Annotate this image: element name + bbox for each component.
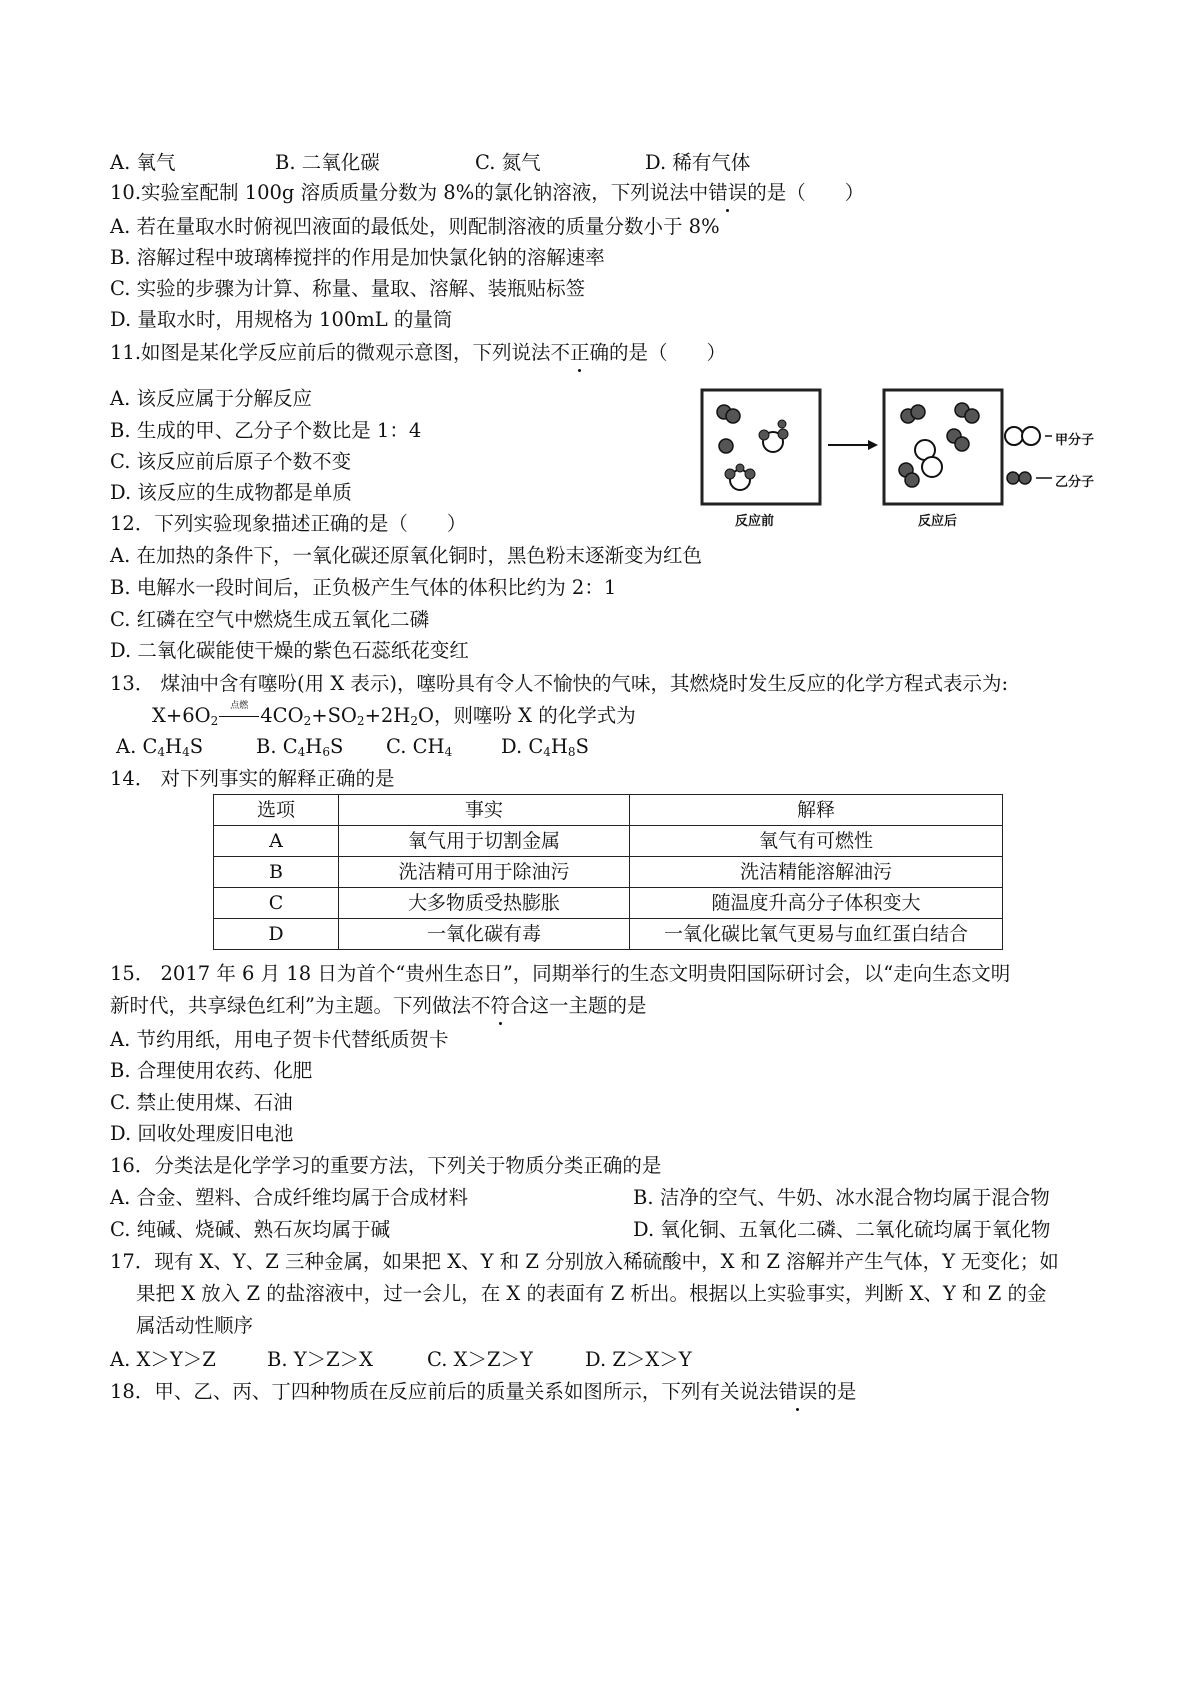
q15-option-c: C. 禁止使用煤、石油 [110,1091,293,1114]
q13-options [116,734,589,765]
q15-option-b: B. 合理使用农药、化肥 [110,1059,313,1082]
q16-option-c: C. 纯碱、烧碱、熟石灰均属于碱 [110,1218,391,1241]
before-box [702,390,820,504]
q9-option-b: B. 二氧化碳 [275,151,380,174]
q13-equation: $X+6O_2$ 点燃 $4CO_2+SO_2+2H_2O$，则噻吩 X 的化学式为 [152,701,636,728]
q15-emphasis: 不符合 [470,994,530,1017]
reaction-diagram [700,388,1130,528]
q13-option-c: C. CH4 [386,735,453,759]
q17-options [110,1347,692,1373]
q17-option-c: C. X＞Z＞Y [427,1348,533,1371]
q11-option-d: D. 该反应的生成物都是单质 [110,481,352,504]
q12-option-b: B. 电解水一段时间后，正负极产生气体的体积比约为 2：1 [110,576,617,599]
table-row: D 一氧化碳有毒 一氧化碳比氧气更易与血红蛋白结合 [214,919,1003,950]
header-explanation: 解释 [630,795,1003,826]
after-label: 反应后 [918,514,958,529]
q14-table [213,794,1003,950]
legend-jia-label: 甲分子 [1055,433,1095,448]
table-row: B 洗洁精可用于除油污 洗洁精能溶解油污 [214,857,1003,888]
q13-option-d: D. C4H8S [501,735,589,759]
q17-option-d: D. Z＞X＞Y [585,1348,692,1371]
table-row: C 大多物质受热膨胀 随温度升高分子体积变大 [214,888,1003,919]
q15-line2: 新时代，共享绿色红利”为主题。下列做法不符合这一主题的是 [110,994,647,1017]
header-option: 选项 [214,795,339,826]
q16-option-d: D. 氧化铜、五氧化二磷、二氧化硫均属于氧化物 [633,1218,1051,1241]
q10-stem: 10.实验室配制 100g 溶质质量分数为 8%的氯化钠溶液，下列说法中错误的是（ ） [110,181,865,204]
q10-option-c: C. 实验的步骤为计算、称量、量取、溶解、装瓶贴标签 [110,277,586,300]
diagram-legend [1005,427,1052,484]
q9-option-a: A. 氧气 [110,151,176,174]
q15-option-d: D. 回收处理废旧电池 [110,1122,294,1145]
q11-stem: 11.如图是某化学反应前后的微观示意图，下列说法不正确的是（ ） [110,341,727,364]
q10-option-d: D. 量取水时，用规格为 100mL 的量筒 [110,308,453,331]
q15-option-a: A. 节约用纸，用电子贺卡代替纸质贺卡 [110,1028,449,1051]
q13-option-a: A. C4H4S [116,735,204,759]
q17-option-a: A. X＞Y＞Z [110,1348,216,1371]
q9-options [110,150,750,176]
q11-emphasis: 不正确 [550,341,610,364]
q17-option-b: B. Y＞Z＞X [267,1348,374,1371]
q16-stem: 16．分类法是化学学习的重要方法，下列关于物质分类正确的是 [110,1154,662,1177]
q18-stem: 18．甲、乙、丙、丁四种物质在反应前后的质量关系如图所示，下列有关说法错误的是 [110,1380,857,1403]
q14-stem: 14． 对下列事实的解释正确的是 [110,767,395,790]
q15-line1: 15． 2017 年 6 月 18 日为首个“贵州生态日”，同期举行的生态文明贵阳国际研讨会，以“走向生态文明 [110,962,1011,985]
header-fact: 事实 [339,795,630,826]
q9-option-d: D. 稀有气体 [645,151,751,174]
q17-line2: 果把 X 放入 Z 的盐溶液中，过一会儿，在 X 的表面有 Z 析出。根据以上实验事实，判断 X、Y 和 Z 的金 [136,1282,1047,1305]
reaction-condition: 点燃 [218,703,260,729]
q17-line1: 17．现有 X、Y、Z 三种金属，如果把 X、Y 和 Z 分别放入稀硫酸中，X 和 Z 溶解并产生气体，Y 无变化；如 [110,1250,1059,1273]
legend-yi-label: 乙分子 [1055,475,1095,490]
q12-option-c: C. 红磷在空气中燃烧生成五氧化二磷 [110,608,430,631]
q10-option-a: A. 若在量取水时俯视凹液面的最低处，则配制溶液的质量分数小于 8% [110,215,720,238]
table-header-row [214,795,1003,826]
q13-option-b: B. C4H6S [256,735,344,759]
q11-option-c: C. 该反应前后原子个数不变 [110,450,352,473]
q17-line3: 属活动性顺序 [136,1314,254,1337]
before-label: 反应前 [735,514,775,529]
q13-stem: 13． 煤油中含有噻吩(用 X 表示)，噻吩具有令人不愉快的气味，其燃烧时发生反应的化学方程式表示为: [110,672,1009,695]
q11-option-b: B. 生成的甲、乙分子个数比是 1：4 [110,419,422,442]
q10-option-b: B. 溶解过程中玻璃棒搅拌的作用是加快氯化钠的溶解速率 [110,246,605,269]
q12-option-d: D. 二氧化碳能使干燥的紫色石蕊纸花变红 [110,639,469,662]
q16-option-a: A. 合金、塑料、合成纤维均属于合成材料 [110,1186,468,1209]
reaction-arrow [828,440,878,450]
table-row: A 氧气用于切割金属 氧气有可燃性 [214,826,1003,857]
q11-option-a: A. 该反应属于分解反应 [110,387,312,410]
q12-stem: 12．下列实验现象描述正确的是（ ） [110,512,467,535]
q12-option-a: A. 在加热的条件下，一氧化碳还原氧化铜时，黑色粉末逐渐变为红色 [110,544,702,567]
q9-option-c: C. 氮气 [475,151,541,174]
after-box [884,390,1002,504]
q18-emphasis: 错误 [778,1380,818,1403]
q10-emphasis: 错误 [708,181,748,204]
q16-option-b: B. 洁净的空气、牛奶、冰水混合物均属于混合物 [633,1186,1050,1209]
